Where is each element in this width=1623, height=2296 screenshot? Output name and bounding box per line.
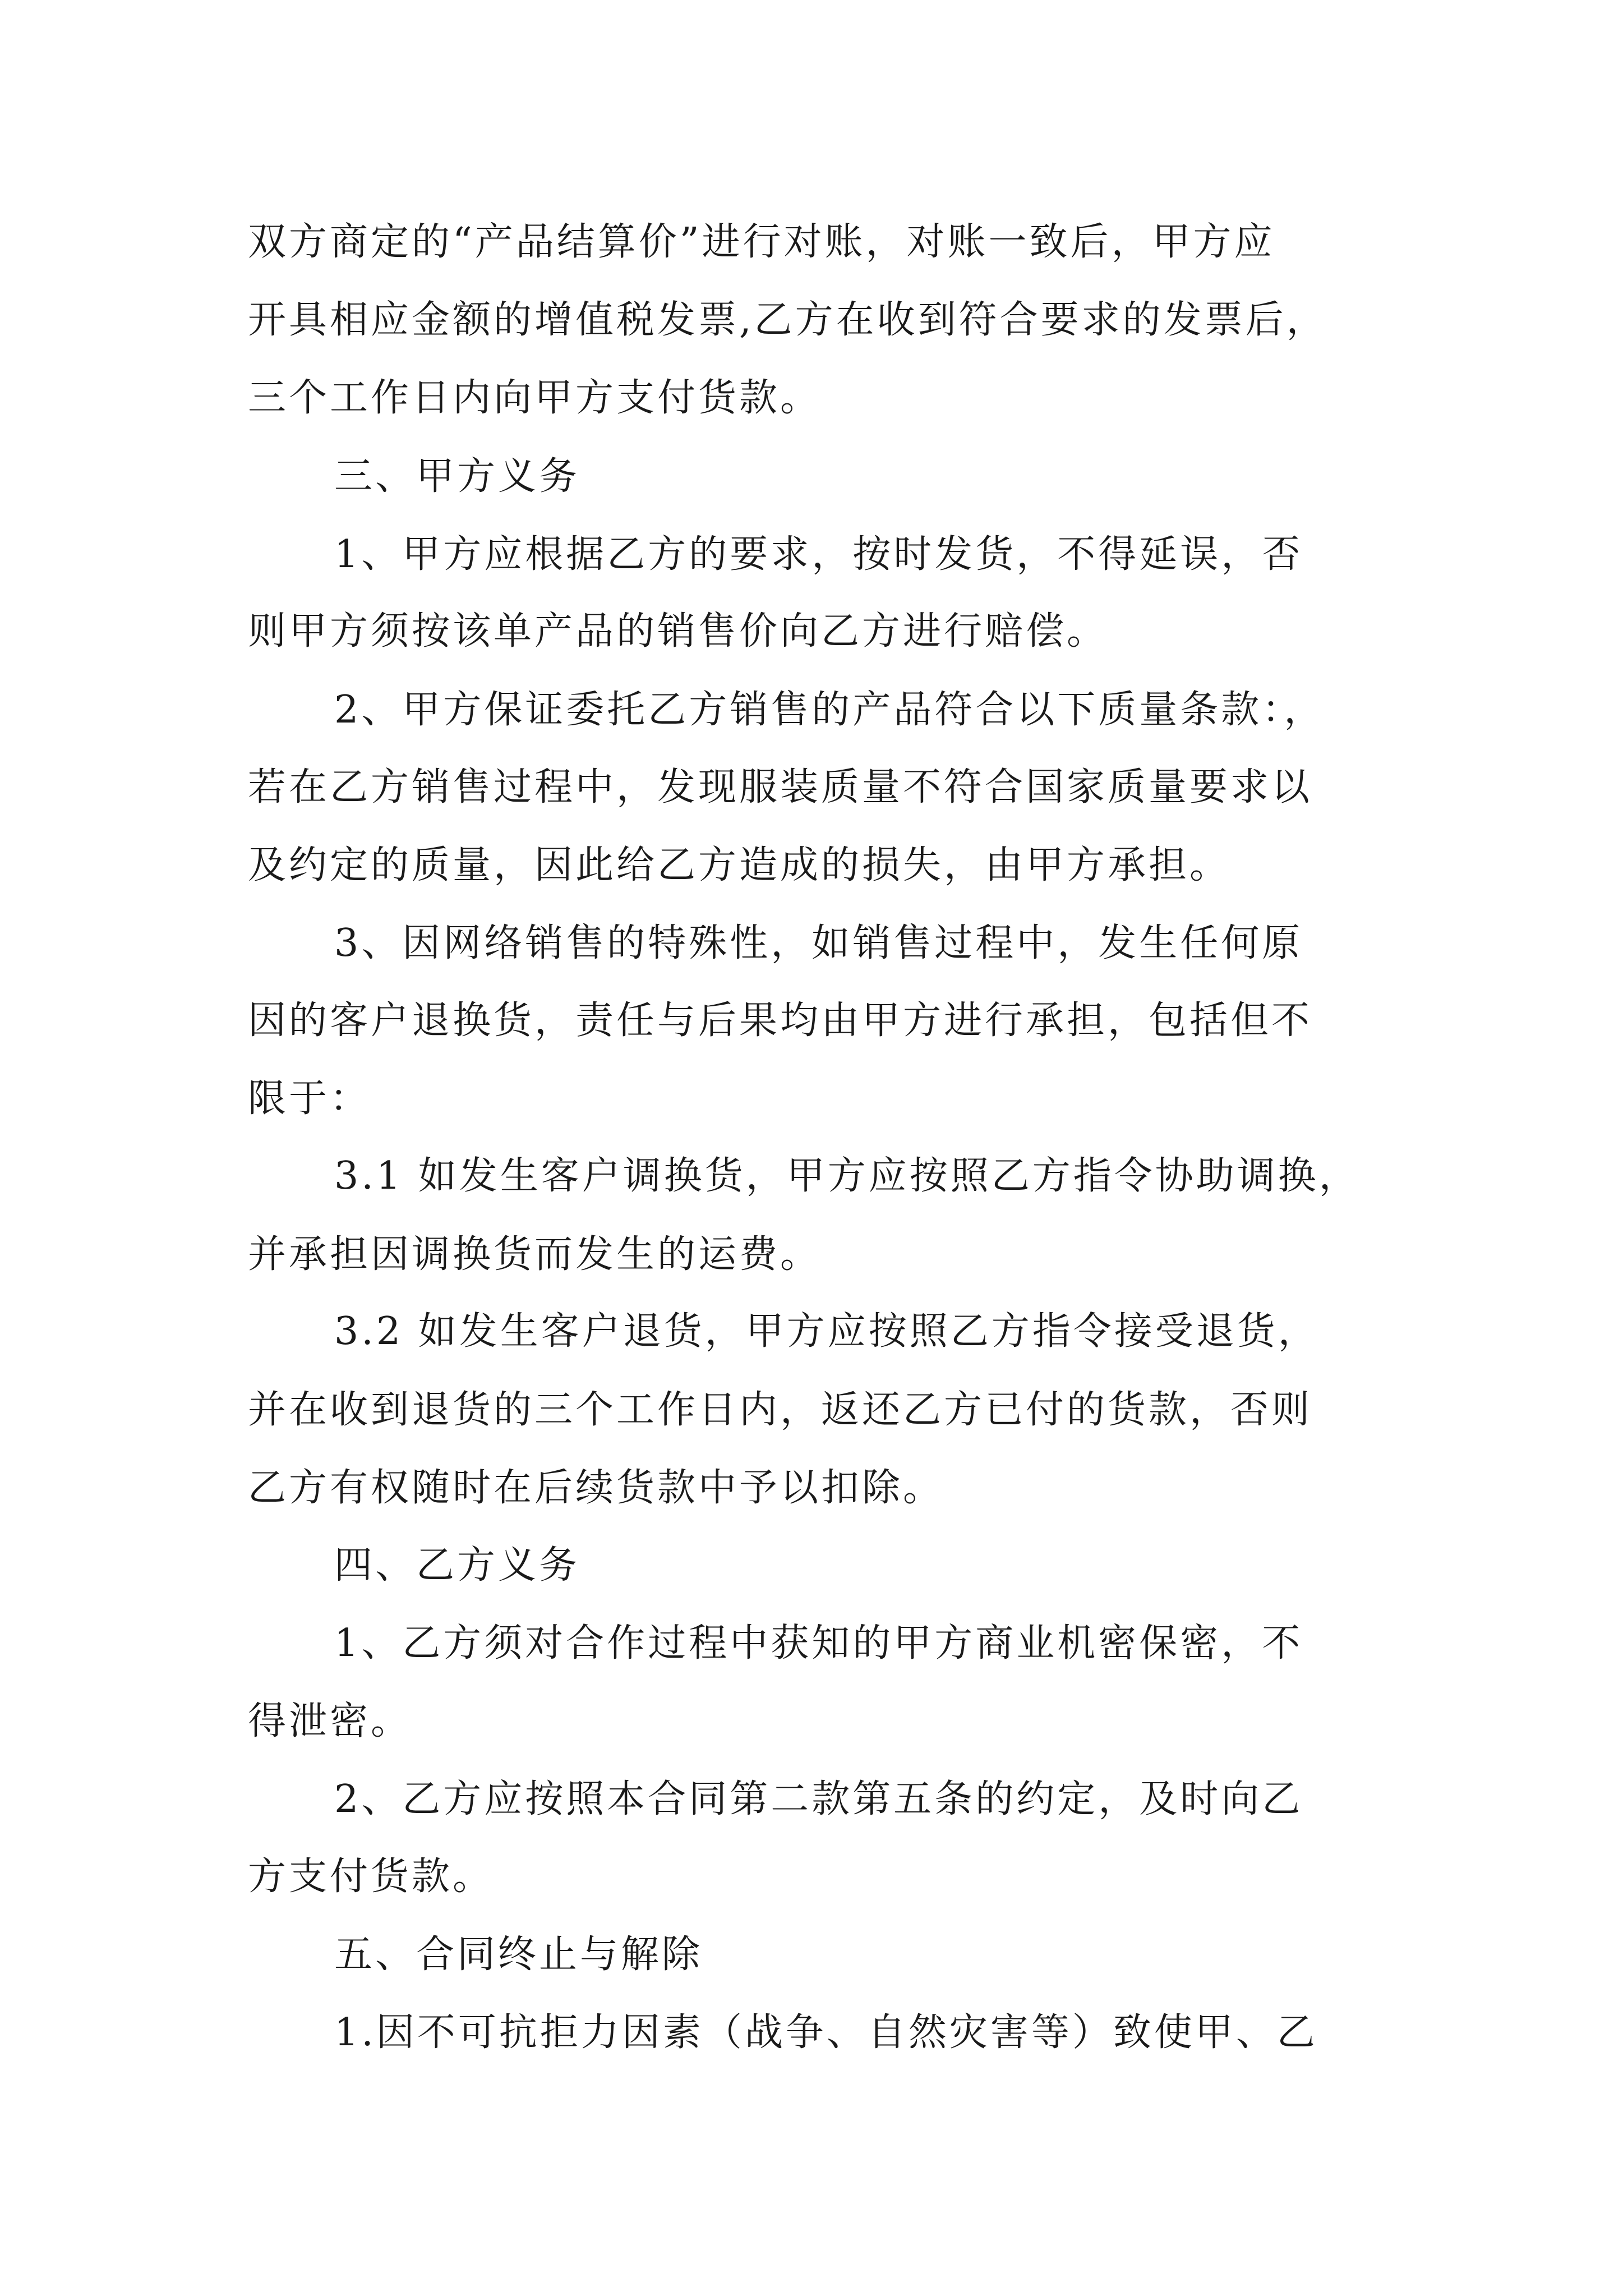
- text-line: 1、甲方应根据乙方的要求，按时发货，不得延误，否: [334, 532, 1303, 577]
- text-line: 2、甲方保证委托乙方销售的产品符合以下质量条款：，: [334, 688, 1325, 732]
- section-heading: 三、甲方义务: [334, 454, 580, 499]
- text-line: 及约定的质量，因此给乙方造成的损失，由甲方承担。: [248, 843, 1231, 887]
- text-line: 限于：: [248, 1076, 371, 1121]
- text-line: 2、乙方应按照本合同第二款第五条的约定，及时向乙: [334, 1777, 1303, 1821]
- section-heading: 四、乙方义务: [334, 1543, 580, 1588]
- text-line: 方支付货款。: [248, 1855, 494, 1899]
- text-line: 乙方有权随时在后续货款中予以扣除。: [248, 1466, 944, 1510]
- text-line: 并承担因调换货而发生的运费。: [248, 1232, 822, 1277]
- text-line: 1、乙方须对合作过程中获知的甲方商业机密保密，不: [334, 1621, 1303, 1665]
- text-line: 则甲方须按该单产品的销售价向乙方进行赔偿。: [248, 609, 1108, 654]
- text-line: 3.2 如发生客户退货，甲方应按照乙方指令接受退货，: [334, 1309, 1319, 1354]
- text-line: 3.1 如发生客户调换货，甲方应按照乙方指令协助调换，: [334, 1154, 1360, 1198]
- section-heading: 五、合同终止与解除: [334, 1932, 703, 1977]
- text-line: 因的客户退换货，责任与后果均由甲方进行承担，包括但不: [248, 999, 1313, 1043]
- text-line: 三个工作日内向甲方支付货款。: [248, 376, 822, 420]
- text-line: 3、因网络销售的特殊性，如销售过程中，发生任何原: [334, 921, 1303, 965]
- text-line: 若在乙方销售过程中，发现服装质量不符合国家质量要求以: [248, 765, 1313, 809]
- text-line: 并在收到退货的三个工作日内，返还乙方已付的货款，否则: [248, 1388, 1313, 1432]
- text-line: 1.因不可抗拒力因素（战争、自然灾害等）致使甲、乙: [334, 2010, 1318, 2055]
- text-line: 开具相应金额的增值税发票,乙方在收到符合要求的发票后，: [248, 298, 1327, 342]
- text-line: 双方商定的“产品结算价”进行对账，对账一致后，甲方应: [248, 220, 1275, 264]
- text-line: 得泄密。: [248, 1699, 412, 1743]
